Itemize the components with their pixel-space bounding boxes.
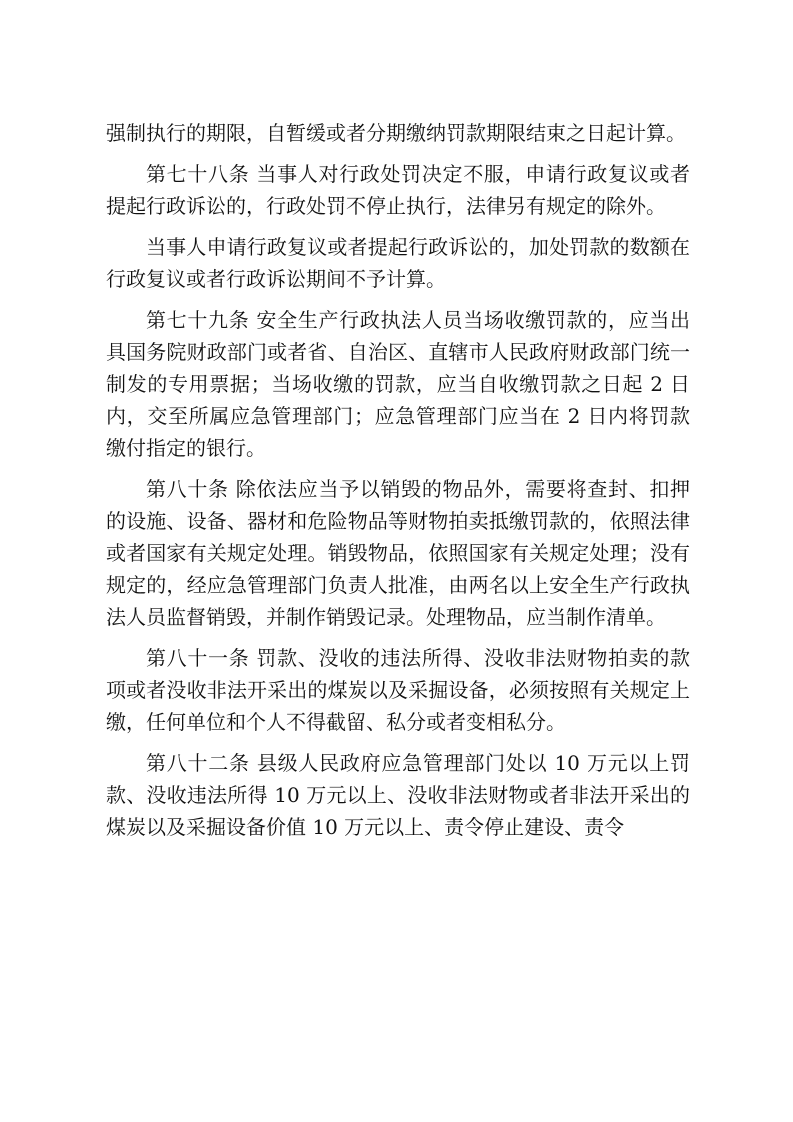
paragraph-article-78-2: 当事人申请行政复议或者提起行政诉讼的，加处罚款的数额在行政复议或者行政诉讼期间不予计算。 <box>106 235 690 291</box>
paragraph-article-82: 第八十二条 县级人民政府应急管理部门处以 10 万元以上罚款、没收违法所得 10 万元以上、没收非法财物或者非法开采出的煤炭以及采掘设备价值 10 万元以上、责令停止建设、责令 <box>106 751 690 839</box>
paragraph-article-78: 第七十八条 当事人对行政处罚决定不服，申请行政复议或者提起行政诉讼的，行政处罚不停止执行，法律另有规定的除外。 <box>106 162 690 218</box>
paragraph-article-79: 第七十九条 安全生产行政执法人员当场收缴罚款的，应当出具国务院财政部门或者省、自治区、直辖市人民政府财政部门统一制发的专用票据；当场收缴的罚款，应当自收缴罚款之日起 2 日内，交至所属应急管理部门；应急管理部门应当在 2 日内将罚款缴付指定的银行。 <box>106 308 690 460</box>
paragraph-article-80: 第八十条 除依法应当予以销毁的物品外，需要将查封、扣押的设施、设备、器材和危险物品等财物拍卖抵缴罚款的，依照法律或者国家有关规定处理。销毁物品，依照国家有关规定处理；没有规定的，经应急管理部门负责人批准，由两名以上安全生产行政执法人员监督销毁，并制作销毁记录。处理物品，应当制作清单。 <box>106 477 690 629</box>
document-body <box>106 117 690 852</box>
paragraph-1: 强制执行的期限，自暂缓或者分期缴纳罚款期限结束之日起计算。 <box>106 121 686 145</box>
paragraph-article-81: 第八十一条 罚款、没收的违法所得、没收非法财物拍卖的款项或者没收非法开采出的煤炭以及采掘设备，必须按照有关规定上缴，任何单位和个人不得截留、私分或者变相私分。 <box>106 646 690 734</box>
